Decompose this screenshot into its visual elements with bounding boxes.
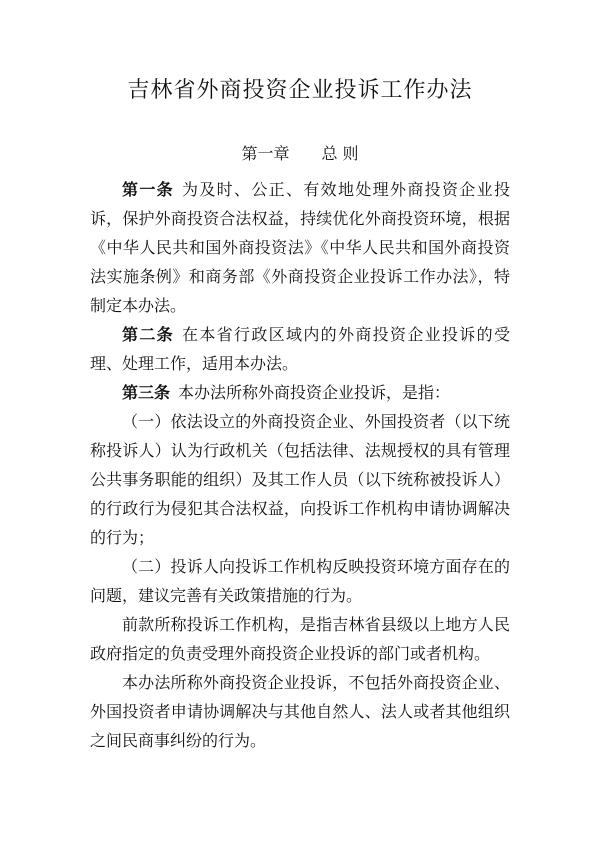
- exclusion-paragraph: [90, 668, 510, 755]
- definition-paragraph: [90, 610, 510, 668]
- chapter-name: 总 则: [321, 144, 359, 163]
- chapter-heading: [0, 143, 600, 165]
- article-1-paragraph: [90, 175, 510, 320]
- paragraph-text: 前款所称投诉工作机构，是指吉林省县级以上地方人民政府指定的负责受理外商投资企业投诉的部门或者机构。: [90, 615, 510, 663]
- article-2-paragraph: [90, 320, 510, 378]
- paragraph-text: 本办法所称外商投资企业投诉，不包括外商投资企业、外国投资者申请协调解决与其他自然人、法人或者其他组织之间民商事纠纷的行为。: [90, 673, 510, 750]
- document-body: [90, 175, 510, 755]
- clause-2-paragraph: [90, 552, 510, 610]
- clause-text: （二）投诉人向投诉工作机构反映投资环境方面存在的问题，建议完善有关政策措施的行为。: [90, 557, 510, 605]
- article-text: 为及时、公正、有效地处理外商投资企业投诉，保护外商投资合法权益，持续优化外商投资环境，根据《中华人民共和国外商投资法》《中华人民共和国外商投资法实施条例》和商务部《外商投资企业投诉工作办法》，特制定本办法。: [90, 180, 510, 315]
- chapter-number: 第一章: [241, 144, 290, 163]
- article-text: 在本省行政区域内的外商投资企业投诉的受理、处理工作，适用本办法。: [90, 325, 510, 373]
- clause-1-paragraph: [90, 407, 510, 552]
- clause-text: （一）依法设立的外商投资企业、外国投资者（以下统称投诉人）认为行政机关（包括法律、法规授权的具有管理公共事务职能的组织）及其工作人员（以下统称被投诉人）的行政行为侵犯其合法权益，向投诉工作机构申请协调解决的行为；: [90, 412, 510, 547]
- article-label: 第一条: [122, 180, 174, 199]
- article-label: 第二条: [122, 325, 174, 344]
- document-title: 吉林省外商投资企业投诉工作办法: [127, 78, 473, 103]
- article-label: 第三条: [122, 383, 171, 402]
- article-3-paragraph: [90, 378, 510, 407]
- article-text: 本办法所称外商投资企业投诉，是指：: [178, 383, 451, 402]
